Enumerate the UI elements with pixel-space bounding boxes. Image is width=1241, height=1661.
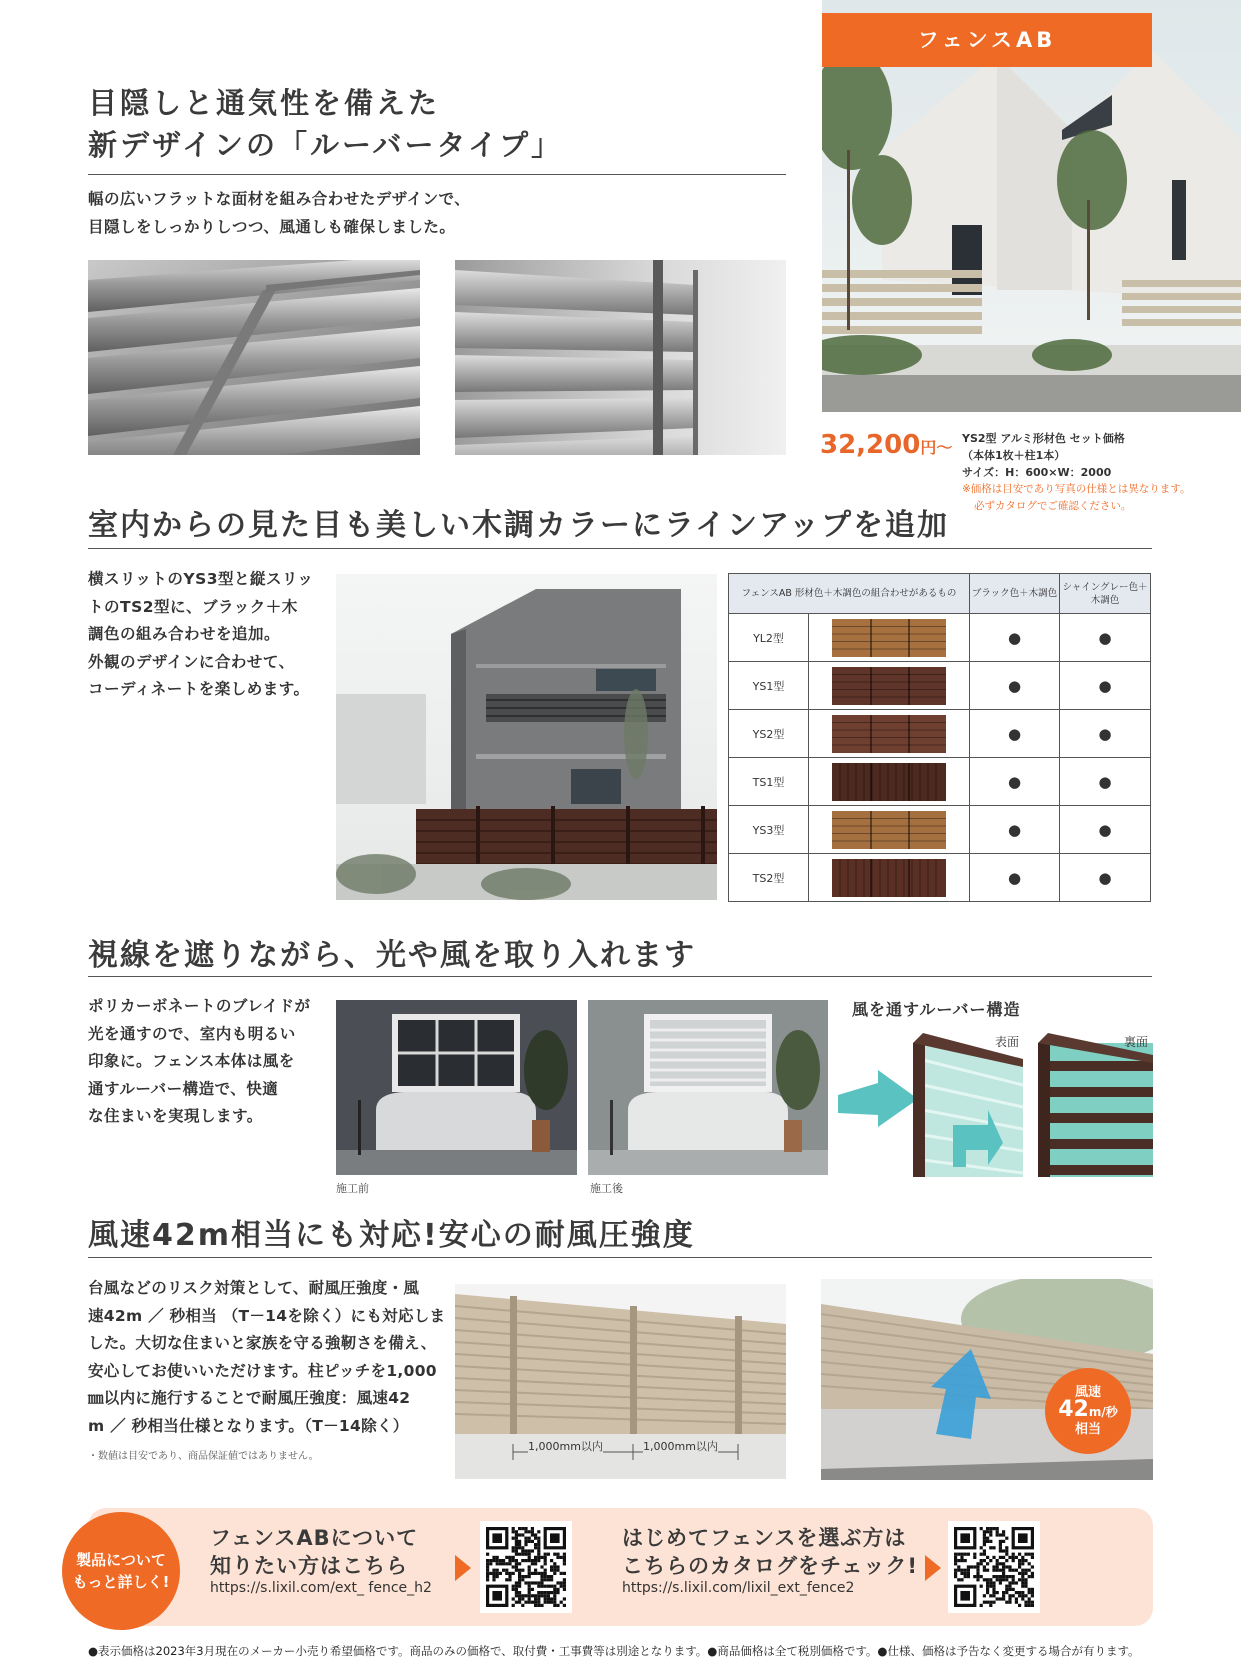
wood-swatch (832, 667, 946, 705)
badge-bottom: 相当 (1074, 1422, 1101, 1437)
section3-body-line: 印象に。フェンス本体は風を (88, 1052, 295, 1070)
section3-divider (88, 976, 1152, 977)
badge-top: 風速 (1074, 1385, 1101, 1400)
section1-body-line1: 幅の広いフラットな面材を組み合わせたデザインで、 (88, 190, 471, 208)
price-note1: ※価格は目安であり写真の仕様とは異なります。 (962, 483, 1191, 495)
price-unit: 円～ (920, 438, 953, 457)
section3-body-line: 光を通すので、室内も明るい (88, 1024, 296, 1043)
wood-swatch-cell (809, 662, 970, 710)
model-name: TS1型 (729, 758, 809, 806)
cta-left-url[interactable]: https://s.lixil.com/ext_ fence_h2 (210, 1580, 432, 1596)
section1-divider (88, 174, 786, 175)
wood-swatch-cell (809, 806, 970, 854)
arrow-right-icon (925, 1555, 941, 1581)
dimension-label-2: 1,000mm以内 (643, 1440, 718, 1453)
section3-title: 視線を遮りながら、光や風を取り入れます (88, 938, 696, 973)
availability-dot: ● (1060, 854, 1151, 902)
section3-body-line: 通すルーバー構造で、快適 (88, 1079, 279, 1098)
section2-title: 室内からの見た目も美しい木調カラーにラインアップを追加 (88, 508, 949, 543)
section2-body-line: 横スリットのYS3型と縦スリッ (88, 570, 314, 588)
cta-left-block (210, 1524, 432, 1596)
product-tag: フェンスAB (822, 13, 1152, 67)
arrow-right-icon (455, 1555, 471, 1581)
table-header-black: ブラック色＋木調色 (970, 574, 1060, 614)
table-row (729, 710, 1151, 758)
cta-right-url[interactable]: https://s.lixil.com/lixil_ext_fence2 (622, 1580, 855, 1596)
wood-swatch (832, 619, 946, 657)
availability-dot: ● (970, 854, 1060, 902)
label-back: 裏面 (1124, 1035, 1149, 1049)
section1-title-line1: 目隠しと通気性を備えた (88, 86, 441, 120)
room-before-photo (336, 1000, 577, 1175)
price-spec (962, 430, 1190, 515)
availability-dot: ● (1060, 710, 1151, 758)
wood-swatch (832, 715, 946, 753)
section2-body-line: 外観のデザインに合わせて、 (88, 652, 295, 671)
availability-dot: ● (1060, 806, 1151, 854)
section4-body-line: した。大切な住まいと家族を守る強靭さを備え、 (88, 1334, 437, 1352)
section4-divider (88, 1257, 1152, 1258)
label-front: 表面 (995, 1035, 1020, 1049)
section2-body-line: トのTS2型に、ブラック＋木 (88, 597, 298, 616)
availability-dot: ● (1060, 662, 1151, 710)
table-header-main: フェンスAB 形材色＋木調色の組合わせがあるもの (729, 574, 970, 614)
section1-body (88, 186, 470, 241)
dimension-label-1: 1,000mm以内 (528, 1440, 603, 1453)
model-name: TS2型 (729, 854, 809, 902)
cta-left-title2: 知りたい方はこちら (210, 1554, 408, 1578)
caption-after: 施工後 (590, 1182, 623, 1195)
cta-right-block (622, 1524, 918, 1596)
availability-dot: ● (1060, 614, 1151, 662)
availability-dot: ● (970, 710, 1060, 758)
cta-circle-line2: もっと詳しく! (72, 1573, 170, 1591)
table-row (729, 758, 1151, 806)
cta-right-title1: はじめてフェンスを選ぶ方は (622, 1526, 907, 1550)
room-after-photo (588, 1000, 828, 1175)
table-header-gray: シャイングレー色＋木調色 (1060, 574, 1151, 614)
color-lineup-table (728, 573, 1151, 902)
table-row (729, 854, 1151, 902)
qr-code-right-graphic (954, 1527, 1034, 1607)
availability-dot: ● (970, 806, 1060, 854)
fence-pitch-photo (455, 1284, 786, 1479)
availability-dot: ● (1060, 758, 1151, 806)
section4-note: ・数値は目安であり、商品保証値ではありません。 (88, 1451, 319, 1462)
cta-right-title2: こちらのカタログをチェック! (622, 1554, 918, 1578)
section4-body (88, 1275, 445, 1440)
section4-title: 風速42m相当にも対応!安心の耐風圧強度 (88, 1218, 695, 1253)
table-row (729, 662, 1151, 710)
wood-swatch-cell (809, 614, 970, 662)
availability-dot: ● (970, 662, 1060, 710)
section3-body-line: ポリカーボネートのブレイドが (88, 997, 311, 1015)
section2-divider (88, 548, 1152, 549)
price-value: 32,200 (820, 430, 921, 460)
badge-number: 42 (1058, 1397, 1089, 1422)
louver-diagram-title: 風を通すルーバー構造 (852, 1000, 1021, 1019)
section2-body-line: コーディネートを楽しめます。 (88, 680, 310, 698)
availability-dot: ● (970, 758, 1060, 806)
wood-swatch-cell (809, 854, 970, 902)
section4-body-line: 速42m ／ 秒相当 （T－14を除く）にも対応しま (88, 1306, 446, 1325)
section2-body (88, 566, 313, 704)
model-name: YS3型 (729, 806, 809, 854)
cta-circle (62, 1512, 180, 1630)
price-note2: 必ずカタログでご確認ください。 (974, 500, 1132, 512)
wood-swatch (832, 811, 946, 849)
qr-code-left[interactable] (480, 1521, 572, 1613)
availability-dot: ● (970, 614, 1060, 662)
section3-body (88, 993, 310, 1131)
caption-before: 施工前 (336, 1182, 369, 1195)
section4-body-line: 台風などのリスク対策として、耐風圧強度・風 (88, 1279, 420, 1297)
section3-body-line: な住まいを実現します。 (88, 1107, 263, 1125)
section4-body-line: 安心してお使いいただけます。柱ピッチを1,000 (88, 1361, 437, 1380)
qr-code-left-graphic (486, 1527, 566, 1607)
cta-circle-line1: 製品について (76, 1551, 166, 1569)
section1-title-line2: 新デザインの「ルーバータイプ」 (88, 128, 564, 162)
section4-body-line: ㎜以内に施行することで耐風圧強度：風速42 (88, 1389, 411, 1407)
spec-line2: （本体1枚＋柱1本） (962, 449, 1066, 462)
wood-swatch (832, 859, 946, 897)
section1-title (88, 82, 563, 166)
wood-swatch-cell (809, 758, 970, 806)
table-row (729, 614, 1151, 662)
table-row (729, 806, 1151, 854)
model-name: YL2型 (729, 614, 809, 662)
model-name: YS2型 (729, 710, 809, 758)
modern-house-photo (336, 574, 717, 900)
spec-line1: YS2型 アルミ形材色 セット価格 (962, 432, 1125, 445)
model-name: YS1型 (729, 662, 809, 710)
section4-body-line: m ／ 秒相当仕様となります。（T－14除く） (88, 1416, 409, 1435)
section1-body-line2: 目隠しをしっかりしつつ、風通しも確保しました。 (88, 217, 456, 236)
badge-unit: m/秒 (1088, 1405, 1118, 1419)
section2-body-line: 調色の組み合わせを追加。 (88, 625, 281, 643)
louver-closeup-photo-right (455, 260, 786, 455)
qr-code-right[interactable] (948, 1521, 1040, 1613)
table-header-row (729, 574, 1151, 614)
badge-speed (1058, 1397, 1118, 1422)
wind-speed-badge (1045, 1368, 1131, 1454)
price (820, 430, 952, 460)
wood-swatch (832, 763, 946, 801)
spec-line3: サイズ：H：600×W：2000 (962, 466, 1112, 479)
wood-swatch-cell (809, 710, 970, 758)
louver-closeup-photo-left (88, 260, 420, 455)
footer-disclaimer: ●表示価格は2023年3月現在のメーカー小売り希望価格です。商品のみの価格で、取付費・工事費等は別途となります。●商品価格は全て税別価格です。●仕様、価格は予告なく変更する場合が有ります。 (88, 1644, 1140, 1658)
cta-left-title1: フェンスABについて (210, 1526, 419, 1550)
